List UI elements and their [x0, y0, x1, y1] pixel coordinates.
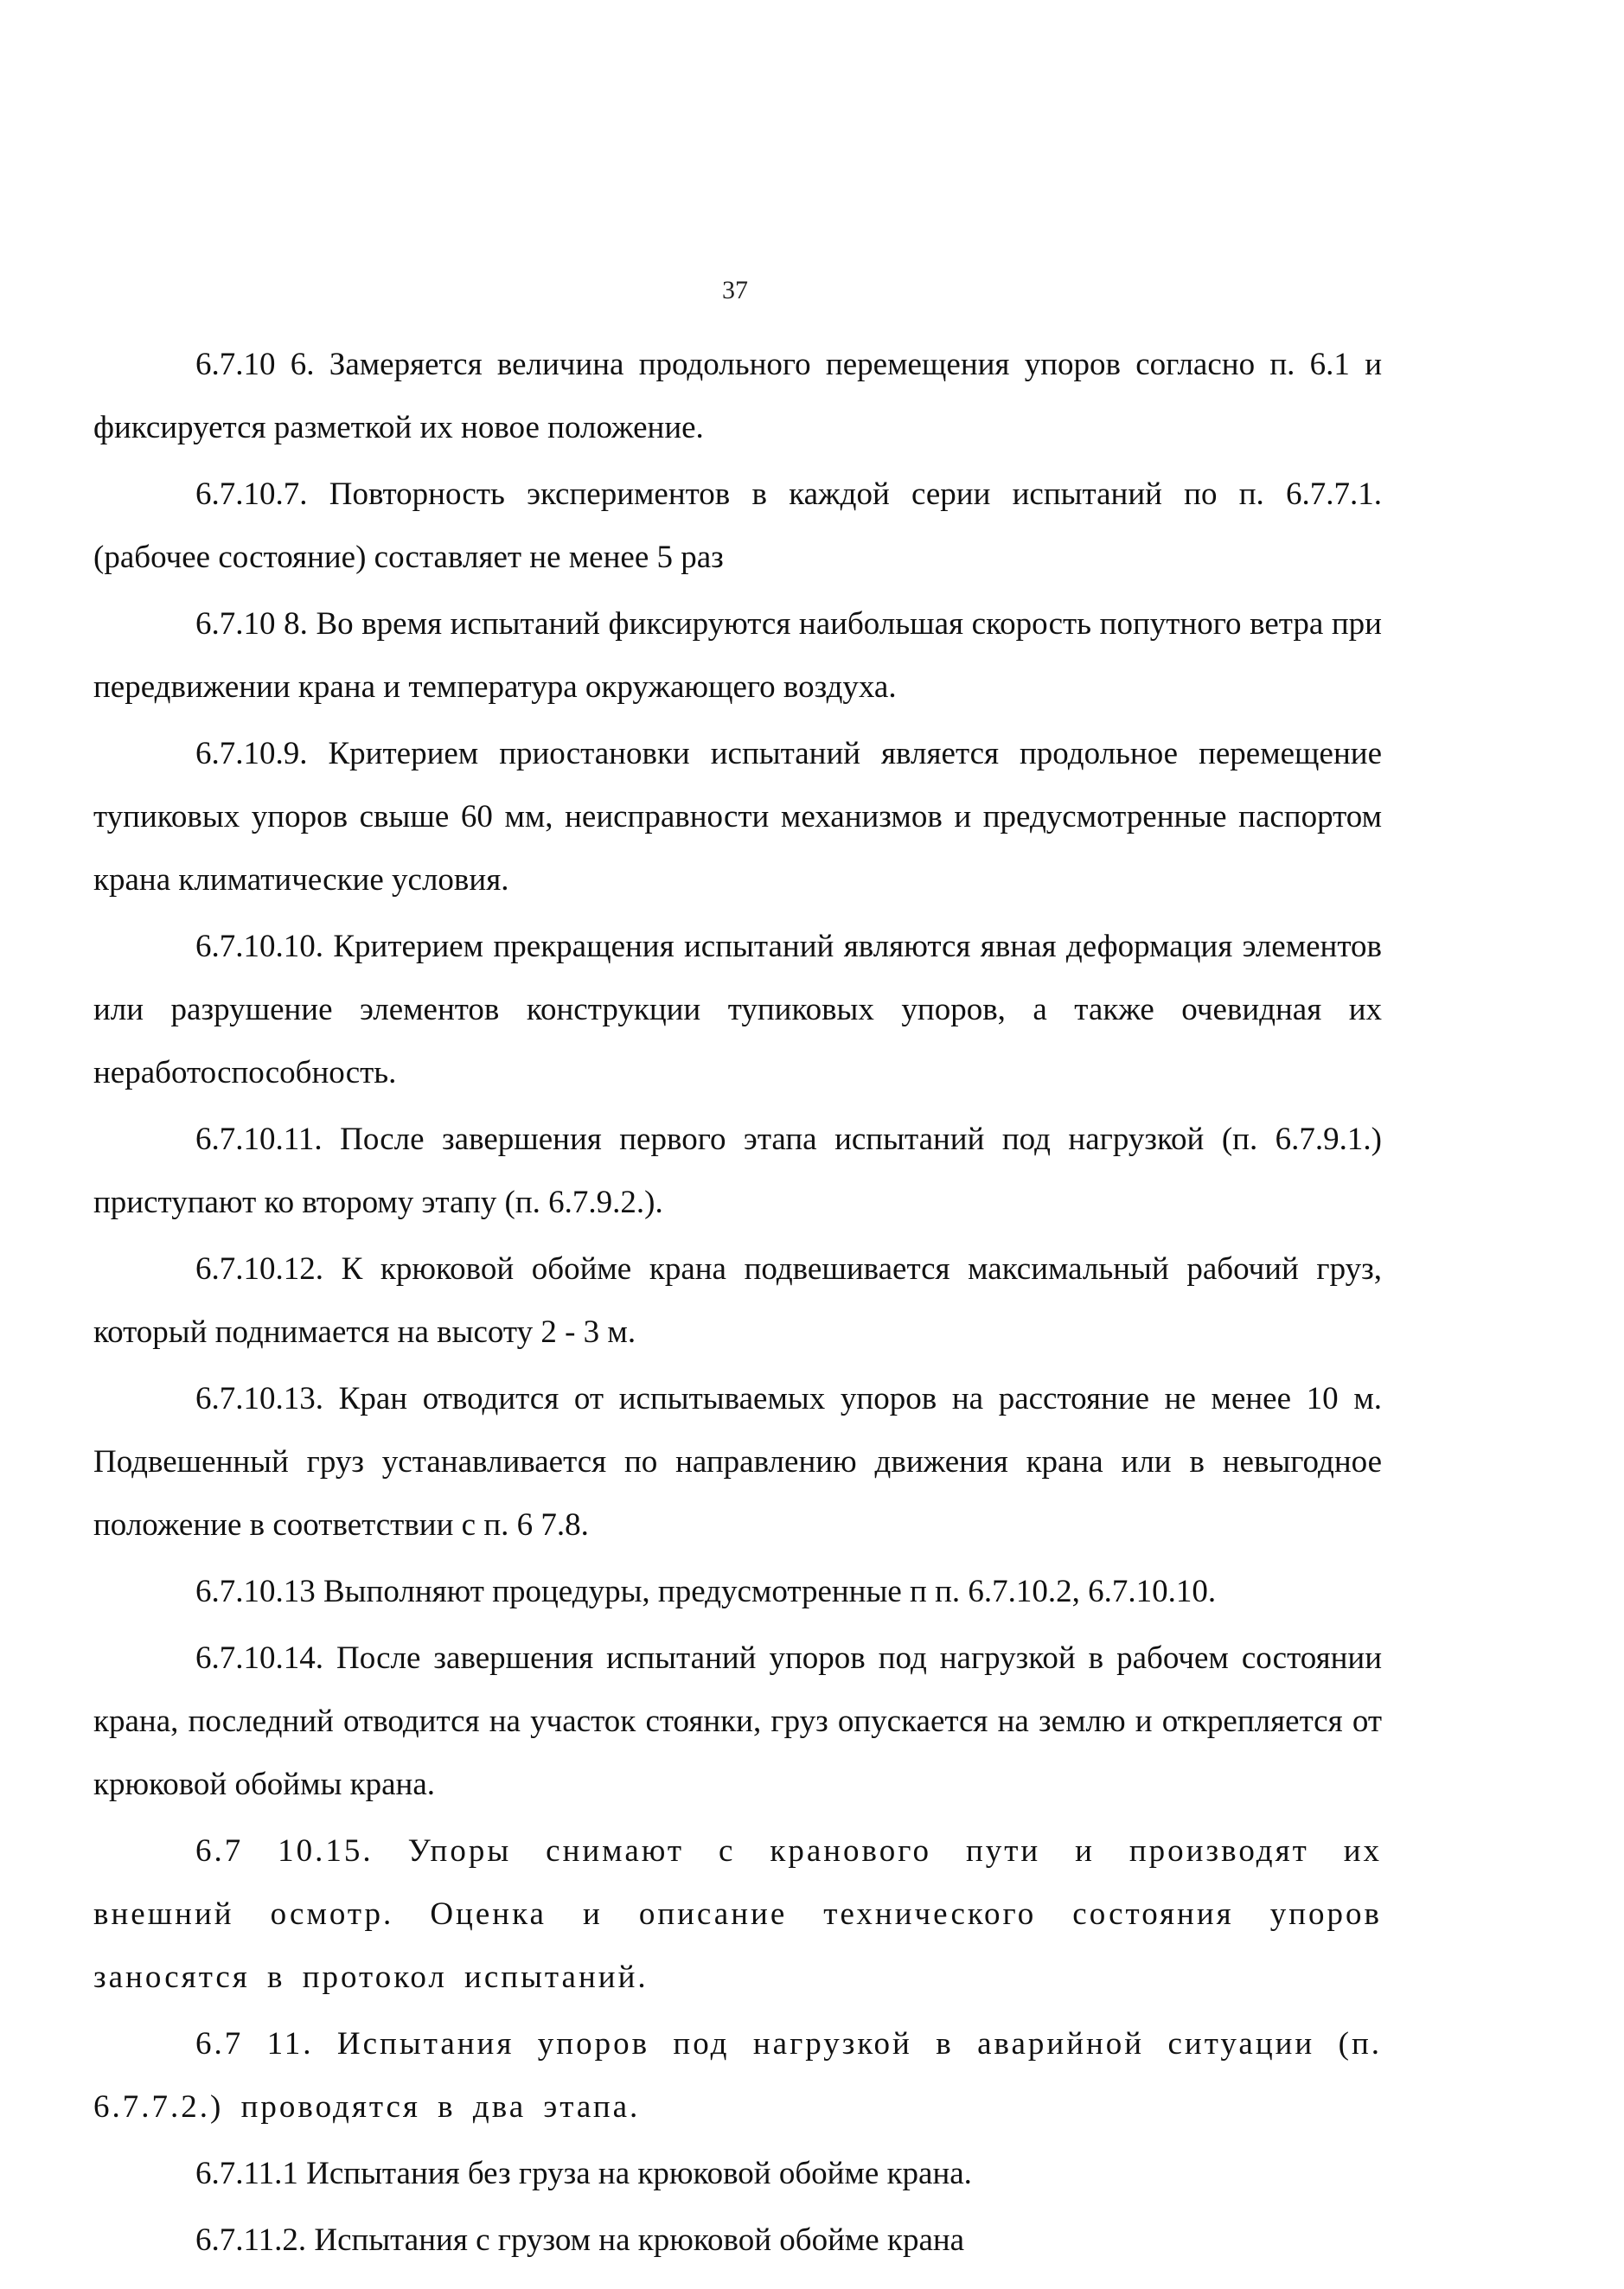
- paragraph-6-7-11-2: 6.7.11.2. Испытания с грузом на крюковой обойме крана: [195, 2222, 965, 2258]
- page-number: 37: [722, 276, 748, 304]
- paragraph-6-7-10-15: 6.7 10.15. Упоры снимают с кранового пути и производят их внешний осмотр. Оценка и описание технического состояния упоров заносятся в протокол испытаний.: [93, 1833, 1382, 1995]
- paragraph-6-7-10-10: 6.7.10.10. Критерием прекращения испытаний являются явная деформация элементов или разрушение элементов конструкции тупиковых упоров, а также очевидная их неработоспособность.: [93, 929, 1382, 1090]
- paragraph-6-7-10-13-procedures: 6.7.10.13 Выполняют процедуры, предусмотренные п п. 6.7.10.2, 6.7.10.10.: [195, 1574, 1217, 1609]
- paragraph-6-7-10-11: 6.7.10.11. После завершения первого этапа испытаний под нагрузкой (п. 6.7.9.1.) приступают ко второму этапу (п. 6.7.9.2.).: [93, 1122, 1382, 1220]
- paragraph-6-7-10-13: 6.7.10.13. Кран отводится от испытываемых упоров на расстояние не менее 10 м. Подвешенный груз устанавливается по направлению движения крана или в невыгодное положение в соответствии с п. 6 7.8.: [93, 1381, 1382, 1543]
- paragraph-6-7-10-8: 6.7.10 8. Во время испытаний фиксируются наибольшая скорость попутного ветра при передвижении крана и температура окружающего воздуха.: [93, 606, 1382, 705]
- paragraph-6-7-11-1: 6.7.11.1 Испытания без груза на крюковой обойме крана.: [195, 2156, 972, 2191]
- paragraph-6-7-10-9: 6.7.10.9. Критерием приостановки испытаний является продольное перемещение тупиковых упоров свыше 60 мм, неисправности механизмов и предусмотренные паспортом крана климатические условия.: [93, 736, 1382, 898]
- paragraph-6-7-10-7: 6.7.10.7. Повторность экспериментов в каждой серии испытаний по п. 6.7.7.1. (рабочее состояние) составляет не менее 5 раз: [93, 476, 1382, 575]
- document-body: [93, 333, 1382, 2275]
- paragraph-6-7-10-14: 6.7.10.14. После завершения испытаний упоров под нагрузкой в рабочем состоянии крана, последний отводится на участок стоянки, груз опускается на землю и открепляется от крюковой обоймы крана.: [93, 1640, 1382, 1802]
- paragraph-6-7-10-12: 6.7.10.12. К крюковой обойме крана подвешивается максимальный рабочий груз, который поднимается на высоту 2 - 3 м.: [93, 1251, 1382, 1350]
- paragraph-6-7-10-6: 6.7.10 6. Замеряется величина продольного перемещения упоров согласно п. 6.1 и фиксируется разметкой их новое положение.: [93, 347, 1382, 445]
- paragraph-6-7-11: 6.7 11. Испытания упоров под нагрузкой в аварийной ситуации (п. 6.7.7.2.) проводятся в два этапа.: [93, 2026, 1382, 2125]
